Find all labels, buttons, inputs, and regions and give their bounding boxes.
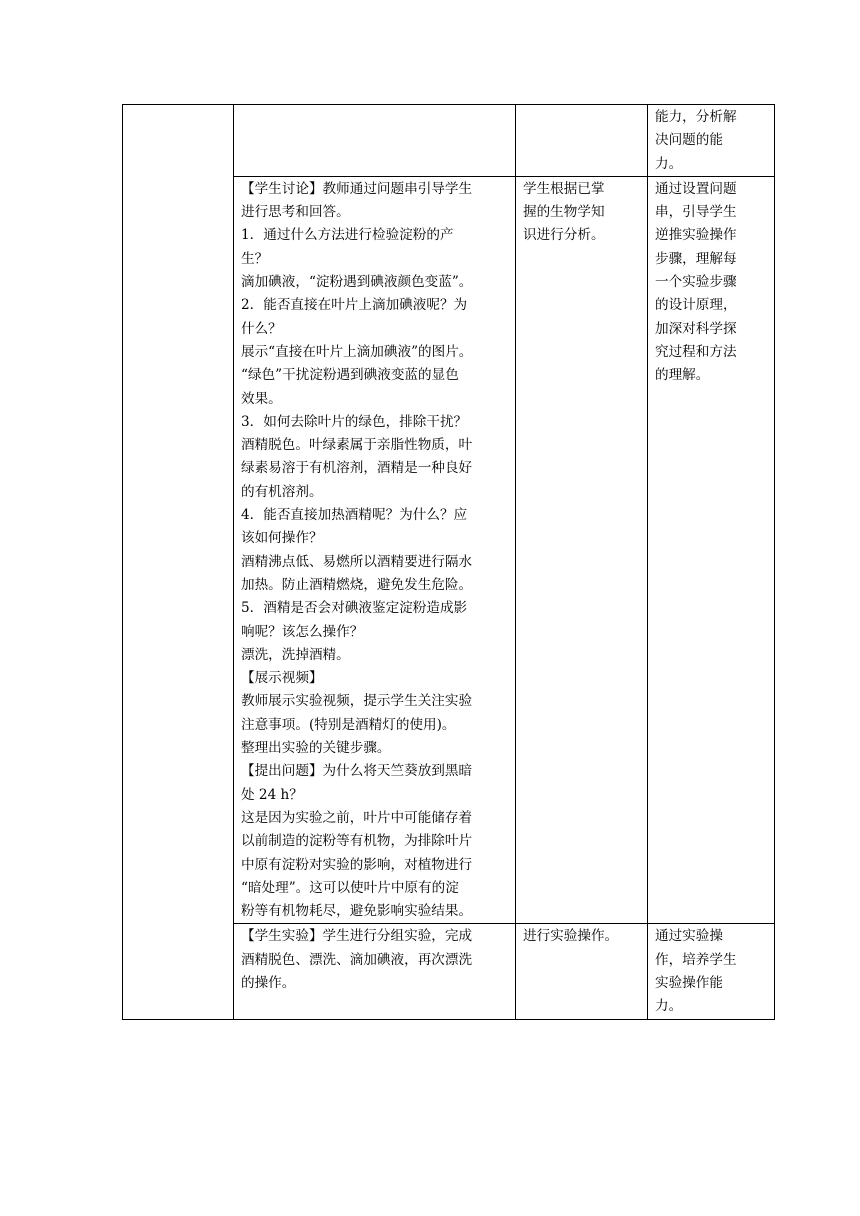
teacher-activity-cell: 【学生实验】学生进行分组实验，完成 酒精脱色、漂洗、滴加碘液，再次漂洗 的操作。 xyxy=(234,924,516,1019)
student-activity-cell: 学生根据已掌 握的生物学知 识进行分析。 xyxy=(516,176,648,924)
design-intent-cell: 能力，分析解 决问题的能 力。 xyxy=(648,105,775,177)
student-activity-cell: 进行实验操作。 xyxy=(516,924,648,1019)
teacher-activity-cell xyxy=(234,105,516,177)
table-row xyxy=(123,105,775,177)
teacher-activity-cell: 【学生讨论】教师通过问题串引导学生 进行思考和回答。 1．通过什么方法进行检验淀粉的产 生？ 滴加碘液，“淀粉遇到碘液颜色变蓝”。 2．能否直接在叶片上滴加碘液呢？为 什么？ 展示“直接在叶片上滴加碘液”的图片。 “绿色”干扰淀粉遇到碘液变蓝的显色 效果。 3．如何去除叶片的绿色，排除干扰？ 酒精脱色。叶绿素属于亲脂性物质，叶 绿素易溶于有机溶剂，酒精是一种良好 的有机溶剂。 4．能否直接加热酒精呢？为什么？应 该如何操作？ 酒精沸点低、易燃所以酒精要进行隔水 加热。防止酒精燃烧，避免发生危险。 5．酒精是否会对碘液鉴定淀粉造成影 响呢？该怎么操作？ 漂洗，洗掉酒精。 【展示视频】 教师展示实验视频，提示学生关注实验 注意事项。(特别是酒精灯的使用)。 整理出实验的关键步骤。 【提出问题】为什么将天竺葵放到黑暗 处 24 h？ 这是因为实验之前，叶片中可能储存着 以前制造的淀粉等有机物，为排除叶片 中原有淀粉对实验的影响，对植物进行 “暗处理”。这可以使叶片中原有的淀 粉等有机物耗尽，避免影响实验结果。 xyxy=(234,176,516,924)
lesson-plan-table xyxy=(122,104,775,1020)
stage-cell xyxy=(123,105,234,1020)
design-intent-cell: 通过设置问题 串，引导学生 逆推实验操作 步骤，理解每 一个实验步骤 的设计原理， 加深对科学探 究过程和方法 的理解。 xyxy=(648,176,775,924)
design-intent-cell: 通过实验操 作，培养学生 实验操作能 力。 xyxy=(648,924,775,1019)
student-activity-cell xyxy=(516,105,648,177)
